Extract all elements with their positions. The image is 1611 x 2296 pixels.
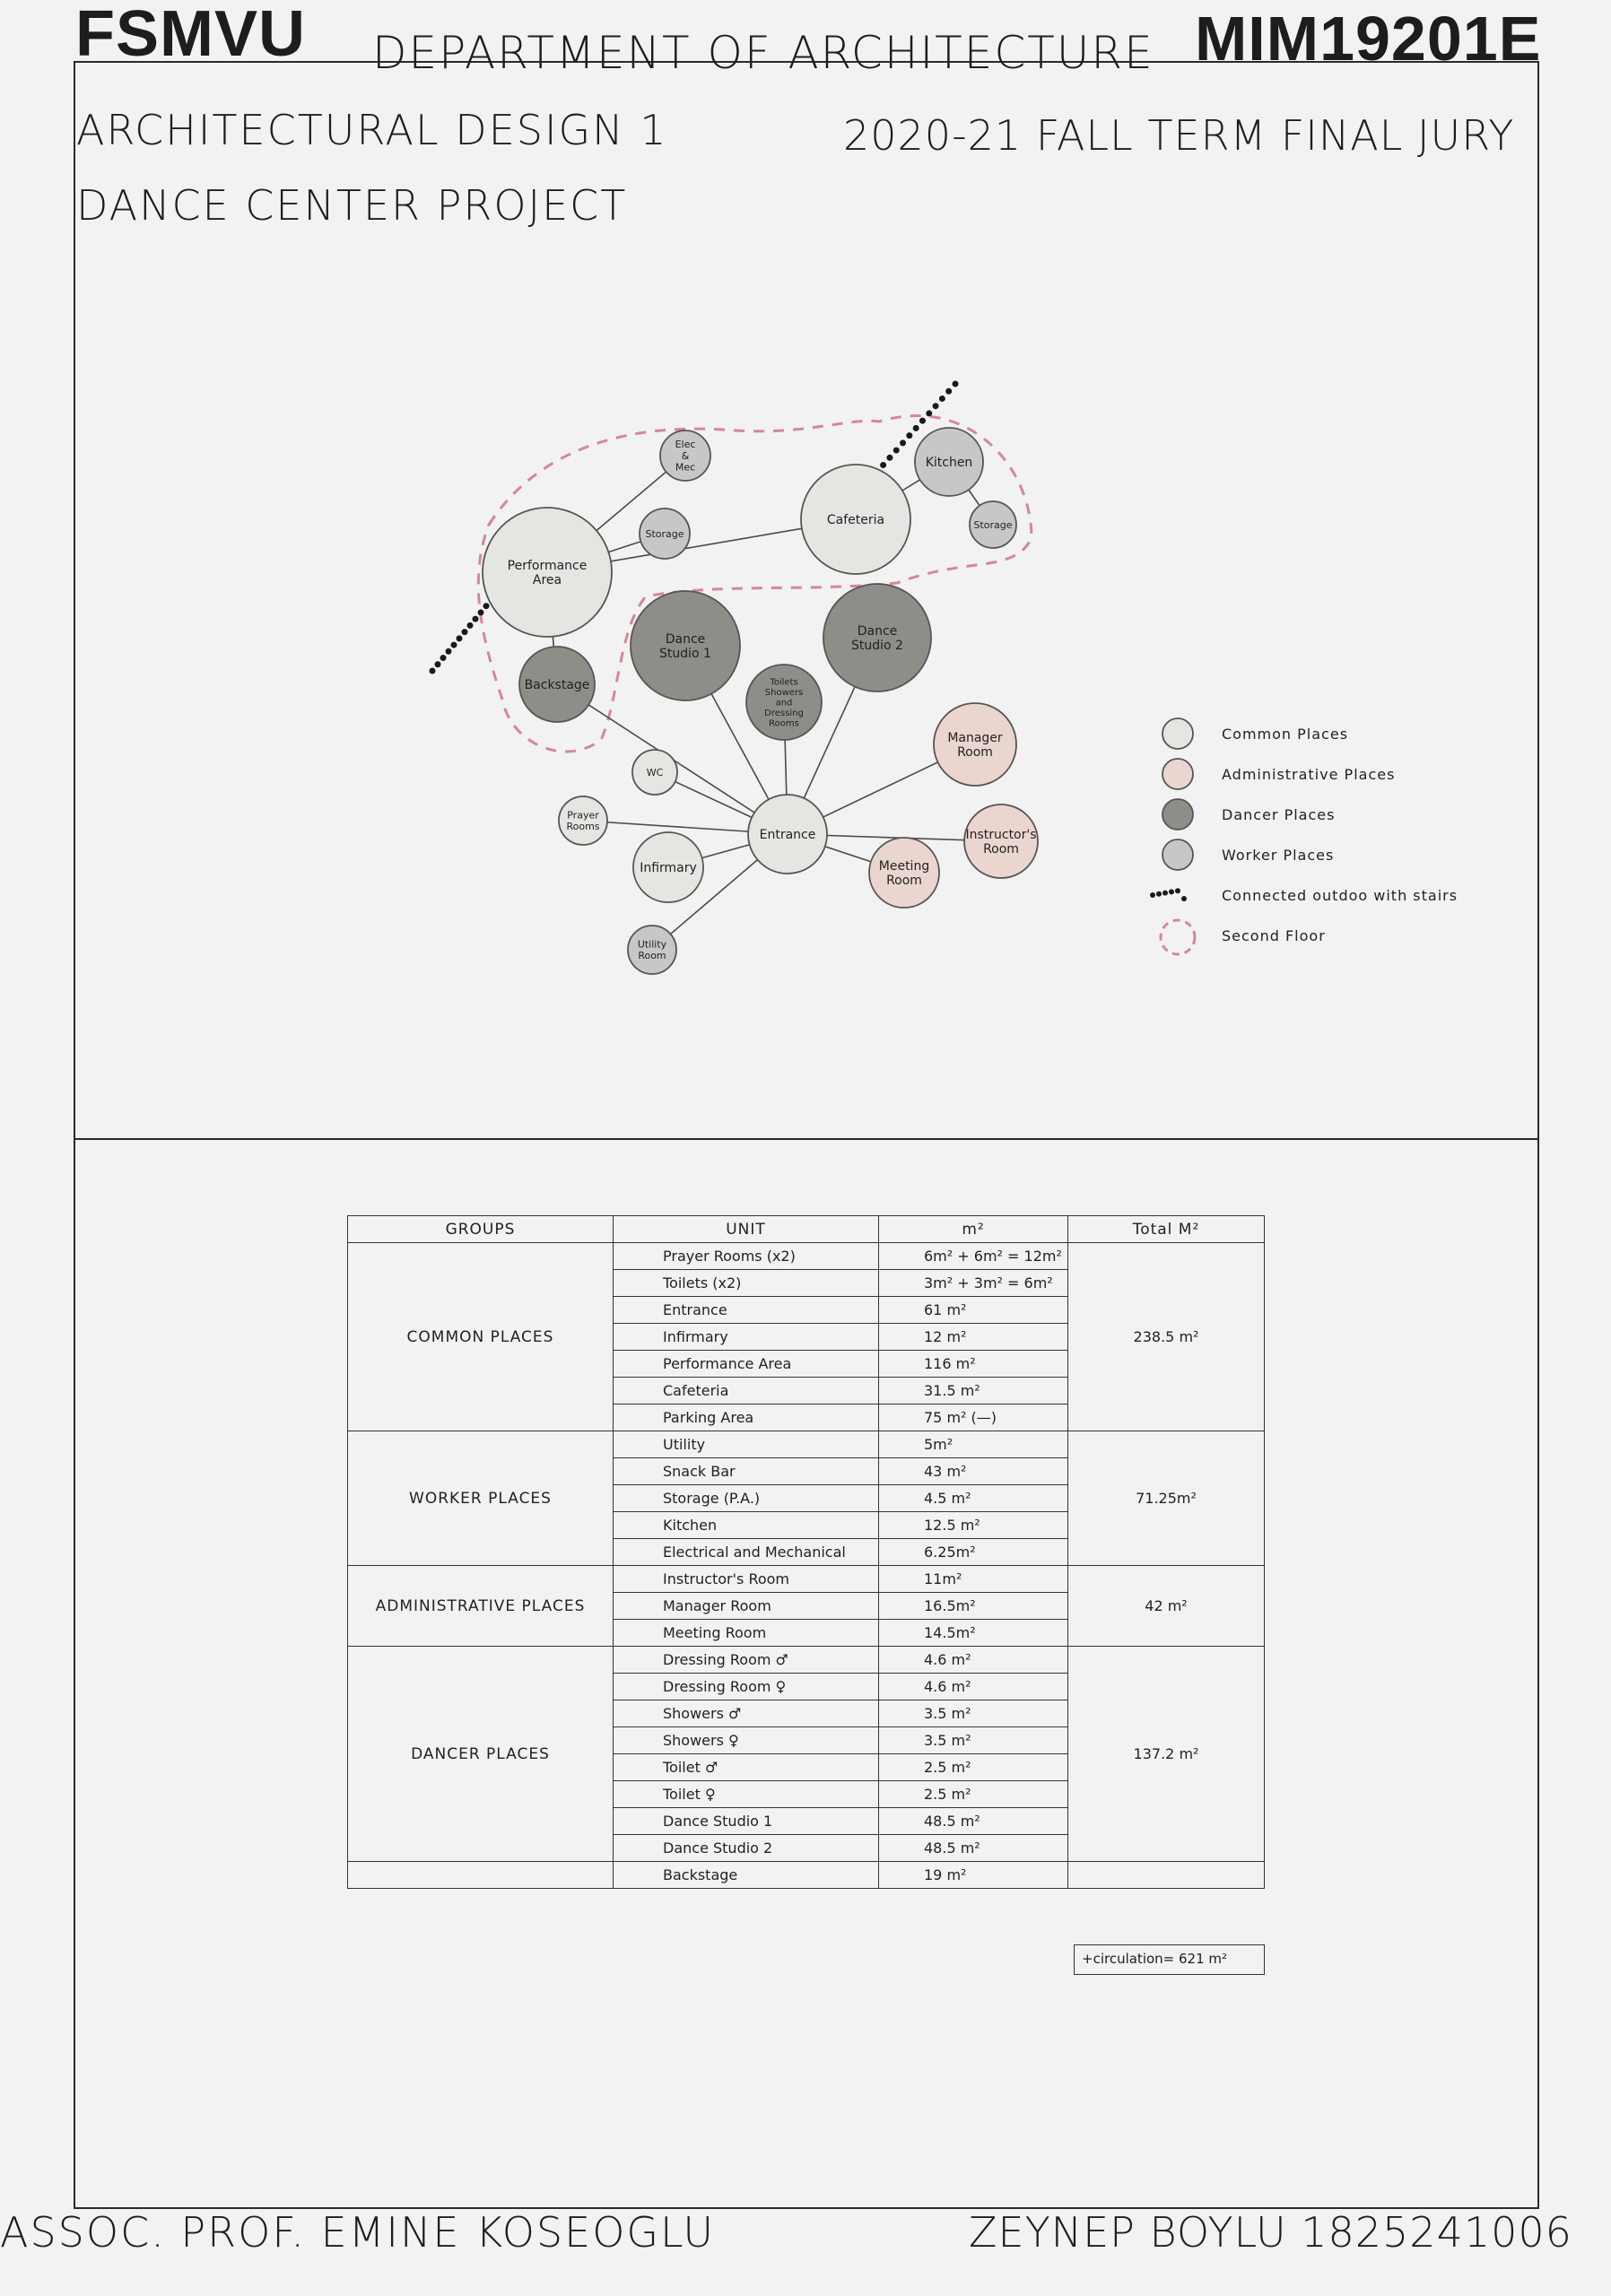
- area-cell: 61 m²: [879, 1297, 1068, 1324]
- legend-stairs-mark: [1175, 888, 1180, 893]
- area-cell: 12 m²: [879, 1324, 1068, 1351]
- stairs-mark-performance: [430, 668, 436, 674]
- unit-cell: Utility: [614, 1431, 879, 1458]
- legend-stairs-mark: [1150, 892, 1155, 898]
- instructor-name: ASSOC. PROF. EMINE KOSEOGLU: [0, 2208, 716, 2257]
- area-cell: 19 m²: [879, 1862, 1068, 1889]
- node-label-manager: Manager Room: [947, 730, 1003, 760]
- department-title: DEPARTMENT OF ARCHITECTURE: [372, 27, 1154, 79]
- unit-cell: Dressing Room ♂: [614, 1647, 879, 1674]
- unit-cell: Dance Studio 2: [614, 1835, 879, 1862]
- stairs-mark-performance: [457, 635, 463, 641]
- stairs-mark-performance: [467, 622, 474, 629]
- unit-cell: Electrical and Mechanical: [614, 1539, 879, 1566]
- diagram-legend: [1150, 718, 1458, 954]
- stairs-mark-cafeteria: [900, 439, 906, 446]
- header-unit: UNIT: [614, 1216, 879, 1243]
- area-cell: 6.25m²: [879, 1539, 1068, 1566]
- node-label-perf: Performance Area: [507, 558, 588, 587]
- legend-swatch-administrative: [1163, 759, 1193, 789]
- legend-swatch-worker: [1163, 839, 1193, 870]
- legend-label: Dancer Places: [1222, 806, 1336, 823]
- stairs-mark-performance: [440, 655, 447, 661]
- stairs-mark-performance: [462, 629, 468, 635]
- node-label-prayer: Prayer Rooms: [566, 809, 600, 833]
- unit-cell: Toilets (x2): [614, 1270, 879, 1297]
- stairs-mark-performance: [478, 609, 484, 615]
- legend-label: Worker Places: [1222, 847, 1335, 864]
- area-cell: 48.5 m²: [879, 1835, 1068, 1862]
- legend-label: Administrative Places: [1222, 766, 1396, 783]
- course-title: ARCHITECTURAL DESIGN 1: [76, 106, 668, 154]
- circulation-total: +circulation= 621 m²: [1074, 1944, 1265, 1975]
- legend-second-floor-swatch: [1161, 920, 1195, 954]
- stairs-mark-cafeteria: [893, 448, 900, 454]
- unit-cell: Manager Room: [614, 1593, 879, 1620]
- area-cell: 6m² + 6m² = 12m²: [879, 1243, 1068, 1270]
- table-row: [348, 1862, 1265, 1889]
- stairs-mark-cafeteria: [945, 388, 952, 395]
- stairs-mark-cafeteria: [886, 455, 893, 461]
- unit-cell: Instructor's Room: [614, 1566, 879, 1593]
- node-label-utility: Utility Room: [637, 938, 667, 962]
- area-cell: 31.5 m²: [879, 1378, 1068, 1405]
- stairs-mark-cafeteria: [939, 396, 945, 402]
- legend-stairs-mark: [1181, 896, 1187, 901]
- unit-cell: Entrance: [614, 1297, 879, 1324]
- group-total-cell: 137.2 m²: [1068, 1647, 1265, 1862]
- stairs-mark-performance: [473, 616, 479, 622]
- node-label-meeting: Meeting Room: [878, 858, 930, 888]
- node-label-wc: WC: [646, 766, 664, 778]
- group-name-cell: ADMINISTRATIVE PLACES: [348, 1566, 614, 1647]
- unit-cell: Prayer Rooms (x2): [614, 1243, 879, 1270]
- legend-label: Connected outdoo with stairs: [1222, 887, 1459, 904]
- unit-cell: Meeting Room: [614, 1620, 879, 1647]
- unit-cell: Kitchen: [614, 1512, 879, 1539]
- student-name: ZEYNEP BOYLU 1825241006: [969, 2208, 1572, 2257]
- unit-cell: Storage (P.A.): [614, 1485, 879, 1512]
- school-name: FSMVU: [75, 0, 306, 70]
- area-cell: 12.5 m²: [879, 1512, 1068, 1539]
- unit-cell: Dance Studio 1: [614, 1808, 879, 1835]
- legend-label: Second Floor: [1222, 927, 1326, 944]
- unit-cell: Parking Area: [614, 1405, 879, 1431]
- empty-cell: [348, 1862, 614, 1889]
- node-label-instructor: Instructor's Room: [965, 827, 1037, 857]
- group-total-cell: 71.25m²: [1068, 1431, 1265, 1566]
- legend-stairs-mark: [1156, 891, 1162, 897]
- node-label-cafe: Cafeteria: [826, 512, 885, 527]
- stairs-mark-cafeteria: [880, 462, 886, 468]
- project-title: DANCE CENTER PROJECT: [76, 181, 628, 230]
- group-total-cell: 238.5 m²: [1068, 1243, 1265, 1431]
- stairs-mark-cafeteria: [913, 425, 919, 431]
- area-cell: 4.6 m²: [879, 1674, 1068, 1700]
- stairs-mark-cafeteria: [953, 381, 959, 387]
- area-cell: 3.5 m²: [879, 1700, 1068, 1727]
- legend-swatch-dancer: [1163, 799, 1193, 830]
- unit-cell: Toilet ♀: [614, 1781, 879, 1808]
- area-cell: 2.5 m²: [879, 1754, 1068, 1781]
- node-label-storage1: Storage: [645, 527, 684, 540]
- area-program-table: [347, 1215, 1265, 1889]
- stairs-mark-cafeteria: [919, 418, 926, 424]
- node-label-infirmary: Infirmary: [640, 860, 697, 875]
- legend-stairs-mark: [1163, 891, 1168, 896]
- legend-label: Common Places: [1222, 726, 1349, 743]
- group-total-cell: 42 m²: [1068, 1566, 1265, 1647]
- unit-cell: Dressing Room ♀: [614, 1674, 879, 1700]
- header-groups: GROUPS: [348, 1216, 614, 1243]
- unit-cell: Toilet ♂: [614, 1754, 879, 1781]
- area-cell: 75 m² (—): [879, 1405, 1068, 1431]
- group-name-cell: COMMON PLACES: [348, 1243, 614, 1431]
- node-label-kitchen: Kitchen: [925, 455, 973, 470]
- area-cell: 11m²: [879, 1566, 1068, 1593]
- unit-cell: Showers ♂: [614, 1700, 879, 1727]
- legend-stairs-mark: [1169, 889, 1174, 894]
- table-row: [348, 1647, 1265, 1674]
- node-label-ds1: Dance Studio 1: [659, 631, 711, 661]
- area-cell: 3m² + 3m² = 6m²: [879, 1270, 1068, 1297]
- area-cell: 4.6 m²: [879, 1647, 1068, 1674]
- unit-cell: Performance Area: [614, 1351, 879, 1378]
- area-cell: 43 m²: [879, 1458, 1068, 1485]
- table-row: [348, 1243, 1265, 1270]
- term-title: 2020-21 FALL TERM FINAL JURY: [843, 111, 1515, 160]
- stairs-mark-performance: [483, 603, 490, 609]
- node-label-storage2: Storage: [973, 518, 1013, 531]
- divider-line: [74, 1138, 1539, 1140]
- area-cell: 116 m²: [879, 1351, 1068, 1378]
- table-row: [348, 1566, 1265, 1593]
- area-cell: 2.5 m²: [879, 1781, 1068, 1808]
- area-cell: 14.5m²: [879, 1620, 1068, 1647]
- legend-swatch-common: [1163, 718, 1193, 749]
- node-label-ds2: Dance Studio 2: [851, 623, 903, 653]
- stairs-mark-cafeteria: [926, 410, 932, 416]
- unit-cell: Snack Bar: [614, 1458, 879, 1485]
- empty-cell: [1068, 1862, 1265, 1889]
- unit-cell: Backstage: [614, 1862, 879, 1889]
- stairs-mark-performance: [446, 648, 452, 655]
- unit-cell: Cafeteria: [614, 1378, 879, 1405]
- node-label-elec: Elec & Mec: [675, 439, 696, 474]
- area-cell: 4.5 m²: [879, 1485, 1068, 1512]
- area-cell: 48.5 m²: [879, 1808, 1068, 1835]
- bubble-diagram: [0, 0, 1611, 1076]
- group-name-cell: DANCER PLACES: [348, 1647, 614, 1862]
- course-code: MIM19201E: [1195, 4, 1542, 74]
- unit-cell: Infirmary: [614, 1324, 879, 1351]
- area-cell: 3.5 m²: [879, 1727, 1068, 1754]
- group-name-cell: WORKER PLACES: [348, 1431, 614, 1566]
- header-total: Total M²: [1068, 1216, 1265, 1243]
- stairs-mark-cafeteria: [906, 432, 912, 439]
- table-header-row: [348, 1216, 1265, 1243]
- node-label-entrance: Entrance: [759, 827, 816, 842]
- node-label-toilets: Toilets Showers and Dressing Rooms: [764, 677, 804, 729]
- stairs-mark-performance: [435, 661, 441, 667]
- node-label-backstage: Backstage: [524, 677, 590, 692]
- table-row: [348, 1431, 1265, 1458]
- stairs-mark-cafeteria: [933, 403, 939, 409]
- unit-cell: Showers ♀: [614, 1727, 879, 1754]
- stairs-mark-performance: [451, 642, 457, 648]
- diagram-nodes: [483, 428, 1038, 974]
- header-area: m²: [879, 1216, 1068, 1243]
- area-cell: 16.5m²: [879, 1593, 1068, 1620]
- area-cell: 5m²: [879, 1431, 1068, 1458]
